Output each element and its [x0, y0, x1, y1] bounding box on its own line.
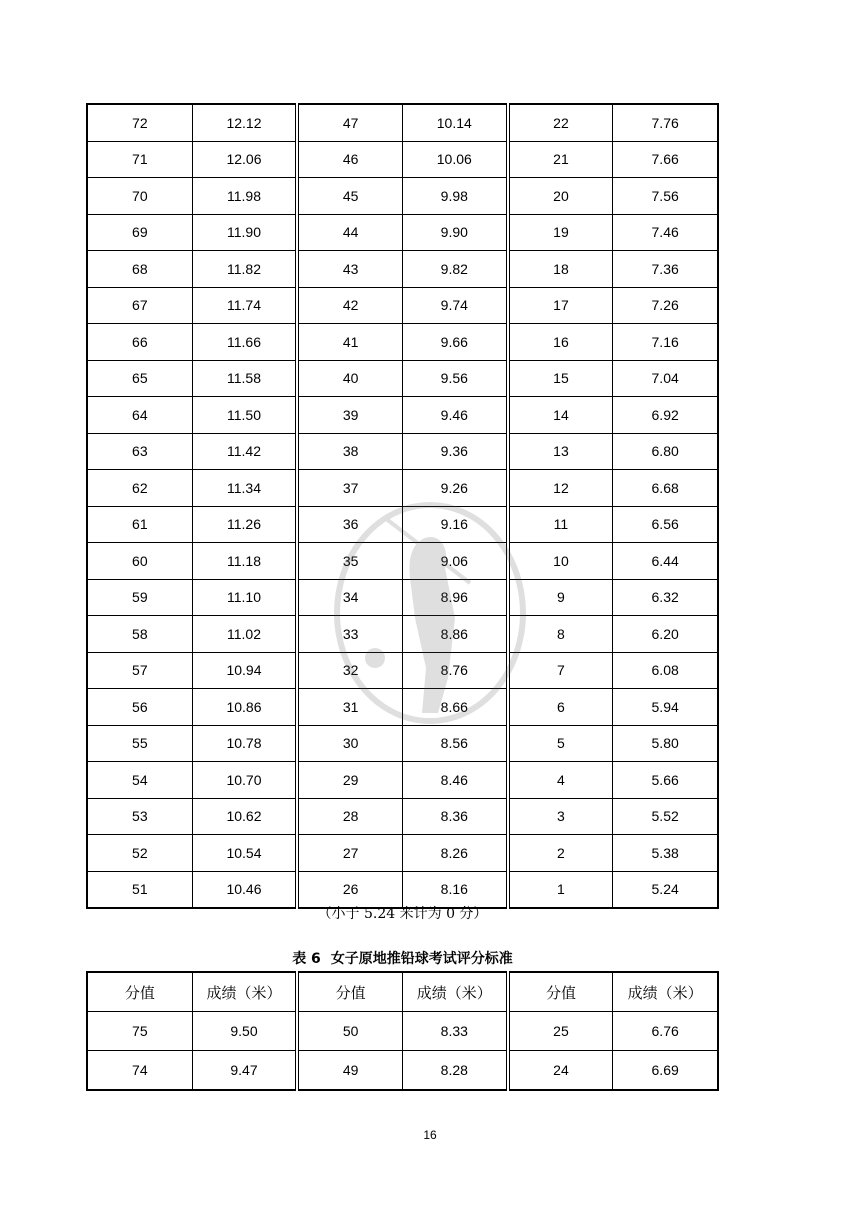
- table-cell: 9.26: [402, 470, 507, 507]
- table-cell: 30: [297, 725, 402, 762]
- table-cell: 34: [297, 579, 402, 616]
- table-cell: 16: [508, 324, 613, 361]
- page-number: 16: [423, 1128, 437, 1142]
- table-cell: 8.86: [402, 616, 507, 653]
- table-note: （小于 5.24 米计为 0 分）: [317, 906, 488, 922]
- table-cell: 10.46: [192, 871, 297, 908]
- table-cell: 10.54: [192, 835, 297, 872]
- table-cell: 15: [508, 360, 613, 397]
- table-cell: 18: [508, 251, 613, 288]
- table-cell: 14: [508, 397, 613, 434]
- table-caption-number: 表 6: [292, 951, 321, 967]
- table-cell: 11.42: [192, 433, 297, 470]
- table-cell: 53: [87, 798, 192, 835]
- table-cell: 51: [87, 871, 192, 908]
- table-cell: 17: [508, 287, 613, 324]
- table-caption-title: 女子原地推铅球考试评分标准: [330, 951, 513, 967]
- table-cell: 42: [297, 287, 402, 324]
- table-cell: 41: [297, 324, 402, 361]
- table-cell: 49: [297, 1051, 402, 1091]
- table-row: [87, 104, 718, 141]
- table-cell: 10.70: [192, 762, 297, 799]
- table-cell: 9.56: [402, 360, 507, 397]
- table-cell: 9.36: [402, 433, 507, 470]
- table-cell: 9.46: [402, 397, 507, 434]
- table-cell: 8.28: [402, 1051, 507, 1091]
- table-cell: 5.80: [613, 725, 718, 762]
- table-cell: 9.47: [192, 1051, 297, 1091]
- table-cell: 6.68: [613, 470, 718, 507]
- table-cell: 61: [87, 506, 192, 543]
- table-cell: 6.44: [613, 543, 718, 580]
- table-cell: 10.78: [192, 725, 297, 762]
- table-cell: 8.96: [402, 579, 507, 616]
- table-row: [87, 178, 718, 215]
- table-cell: 29: [297, 762, 402, 799]
- table-cell: 成绩（米）: [192, 972, 297, 1012]
- table-cell: 6: [508, 689, 613, 726]
- table-cell: 11.90: [192, 214, 297, 251]
- table-row: [87, 251, 718, 288]
- table-cell: 10.94: [192, 652, 297, 689]
- table-cell: 11.66: [192, 324, 297, 361]
- table-cell: 11.02: [192, 616, 297, 653]
- table-cell: 44: [297, 214, 402, 251]
- score-table-continued: [86, 103, 719, 909]
- table-cell: 11.34: [192, 470, 297, 507]
- table-cell: 4: [508, 762, 613, 799]
- table-cell: 63: [87, 433, 192, 470]
- female-shot-put-score-table: [86, 971, 719, 1091]
- table-cell: 1: [508, 871, 613, 908]
- table-cell: 24: [508, 1051, 613, 1091]
- table-cell: 65: [87, 360, 192, 397]
- table-cell: 64: [87, 397, 192, 434]
- table-cell: 32: [297, 652, 402, 689]
- table-cell: 9.50: [192, 1012, 297, 1051]
- table-cell: 59: [87, 579, 192, 616]
- table-cell: 8.66: [402, 689, 507, 726]
- table-cell: 5.66: [613, 762, 718, 799]
- table-cell: 75: [87, 1012, 192, 1051]
- table-cell: 分值: [508, 972, 613, 1012]
- table-cell: 分值: [297, 972, 402, 1012]
- table-row: [87, 725, 718, 762]
- table-cell: 3: [508, 798, 613, 835]
- table-cell: 5: [508, 725, 613, 762]
- score-table-body: [87, 104, 718, 908]
- table-cell: 57: [87, 652, 192, 689]
- table-cell: 13: [508, 433, 613, 470]
- table-cell: 68: [87, 251, 192, 288]
- table-cell: 8.36: [402, 798, 507, 835]
- table-row: [87, 543, 718, 580]
- table-cell: 11.74: [192, 287, 297, 324]
- table-cell: 7.26: [613, 287, 718, 324]
- table-cell: 6.76: [613, 1012, 718, 1051]
- table-cell: 7: [508, 652, 613, 689]
- table-cell: 11: [508, 506, 613, 543]
- table-cell: 6.32: [613, 579, 718, 616]
- table-cell: 54: [87, 762, 192, 799]
- table-cell: 72: [87, 104, 192, 141]
- table-cell: 21: [508, 141, 613, 178]
- table-cell: 12.12: [192, 104, 297, 141]
- table-cell: 5.24: [613, 871, 718, 908]
- table-cell: 47: [297, 104, 402, 141]
- table-cell: 6.08: [613, 652, 718, 689]
- table-cell: 12: [508, 470, 613, 507]
- table-row: [87, 287, 718, 324]
- table-row: [87, 1051, 718, 1091]
- table-cell: 5.94: [613, 689, 718, 726]
- table-cell: 9.16: [402, 506, 507, 543]
- table-cell: 9: [508, 579, 613, 616]
- table-cell: 11.26: [192, 506, 297, 543]
- table-cell: 55: [87, 725, 192, 762]
- table-cell: 7.16: [613, 324, 718, 361]
- table-cell: 9.90: [402, 214, 507, 251]
- table-cell: 19: [508, 214, 613, 251]
- table-cell: 8.76: [402, 652, 507, 689]
- table-cell: 20: [508, 178, 613, 215]
- table-cell: 52: [87, 835, 192, 872]
- table-cell: 11.10: [192, 579, 297, 616]
- table-cell: 50: [297, 1012, 402, 1051]
- table-cell: 9.06: [402, 543, 507, 580]
- table-cell: 7.04: [613, 360, 718, 397]
- table-cell: 7.36: [613, 251, 718, 288]
- table-cell: 7.56: [613, 178, 718, 215]
- table-cell: 26: [297, 871, 402, 908]
- table-cell: 7.76: [613, 104, 718, 141]
- table-row: [87, 214, 718, 251]
- table-cell: 6.80: [613, 433, 718, 470]
- table-cell: 39: [297, 397, 402, 434]
- table-cell: 11.82: [192, 251, 297, 288]
- table-cell: 成绩（米）: [402, 972, 507, 1012]
- table-cell: 10: [508, 543, 613, 580]
- table-row: [87, 616, 718, 653]
- table-header-row: [87, 972, 718, 1012]
- table-row: [87, 141, 718, 178]
- table-cell: 8: [508, 616, 613, 653]
- table-cell: 36: [297, 506, 402, 543]
- table-cell: 2: [508, 835, 613, 872]
- table-cell: 35: [297, 543, 402, 580]
- table-cell: 9.74: [402, 287, 507, 324]
- table-row: [87, 762, 718, 799]
- table-cell: 分值: [87, 972, 192, 1012]
- table-cell: 25: [508, 1012, 613, 1051]
- table-cell: 8.46: [402, 762, 507, 799]
- table-cell: 31: [297, 689, 402, 726]
- table-cell: 8.26: [402, 835, 507, 872]
- table-cell: 27: [297, 835, 402, 872]
- table-cell: 10.62: [192, 798, 297, 835]
- table-row: [87, 835, 718, 872]
- table-cell: 10.86: [192, 689, 297, 726]
- table-cell: 6.20: [613, 616, 718, 653]
- table-cell: 71: [87, 141, 192, 178]
- table-cell: 8.16: [402, 871, 507, 908]
- table-cell: 9.98: [402, 178, 507, 215]
- table-cell: 6.69: [613, 1051, 718, 1091]
- table-cell: 70: [87, 178, 192, 215]
- table-cell: 6.56: [613, 506, 718, 543]
- table-cell: 11.18: [192, 543, 297, 580]
- table-cell: 9.66: [402, 324, 507, 361]
- table-cell: 40: [297, 360, 402, 397]
- table-cell: 11.58: [192, 360, 297, 397]
- table-cell: 9.82: [402, 251, 507, 288]
- table-row: [87, 798, 718, 835]
- table-cell: 成绩（米）: [613, 972, 718, 1012]
- table-cell: 10.06: [402, 141, 507, 178]
- table-cell: 7.46: [613, 214, 718, 251]
- female-score-table-body: [87, 972, 718, 1090]
- table-cell: 56: [87, 689, 192, 726]
- table-row: [87, 470, 718, 507]
- table-cell: 22: [508, 104, 613, 141]
- table-cell: 38: [297, 433, 402, 470]
- table-cell: 10.14: [402, 104, 507, 141]
- table-cell: 5.52: [613, 798, 718, 835]
- table-cell: 69: [87, 214, 192, 251]
- table-cell: 58: [87, 616, 192, 653]
- table-cell: 60: [87, 543, 192, 580]
- table-cell: 33: [297, 616, 402, 653]
- table-row: [87, 397, 718, 434]
- table-caption: [86, 948, 719, 968]
- table-row: [87, 689, 718, 726]
- table-row: [87, 506, 718, 543]
- table-cell: 28: [297, 798, 402, 835]
- table-row: [87, 324, 718, 361]
- table-cell: 8.56: [402, 725, 507, 762]
- table-cell: 46: [297, 141, 402, 178]
- table-cell: 66: [87, 324, 192, 361]
- table-row: [87, 1012, 718, 1051]
- table-cell: 62: [87, 470, 192, 507]
- table-cell: 11.50: [192, 397, 297, 434]
- table-cell: 67: [87, 287, 192, 324]
- table-cell: 12.06: [192, 141, 297, 178]
- table-cell: 74: [87, 1051, 192, 1091]
- table-row: [87, 652, 718, 689]
- table-cell: 37: [297, 470, 402, 507]
- table-cell: 6.92: [613, 397, 718, 434]
- table-cell: 5.38: [613, 835, 718, 872]
- table-row: [87, 579, 718, 616]
- table-cell: 11.98: [192, 178, 297, 215]
- table-cell: 8.33: [402, 1012, 507, 1051]
- table-row: [87, 433, 718, 470]
- table-row: [87, 360, 718, 397]
- table-cell: 45: [297, 178, 402, 215]
- table-cell: 43: [297, 251, 402, 288]
- table-cell: 7.66: [613, 141, 718, 178]
